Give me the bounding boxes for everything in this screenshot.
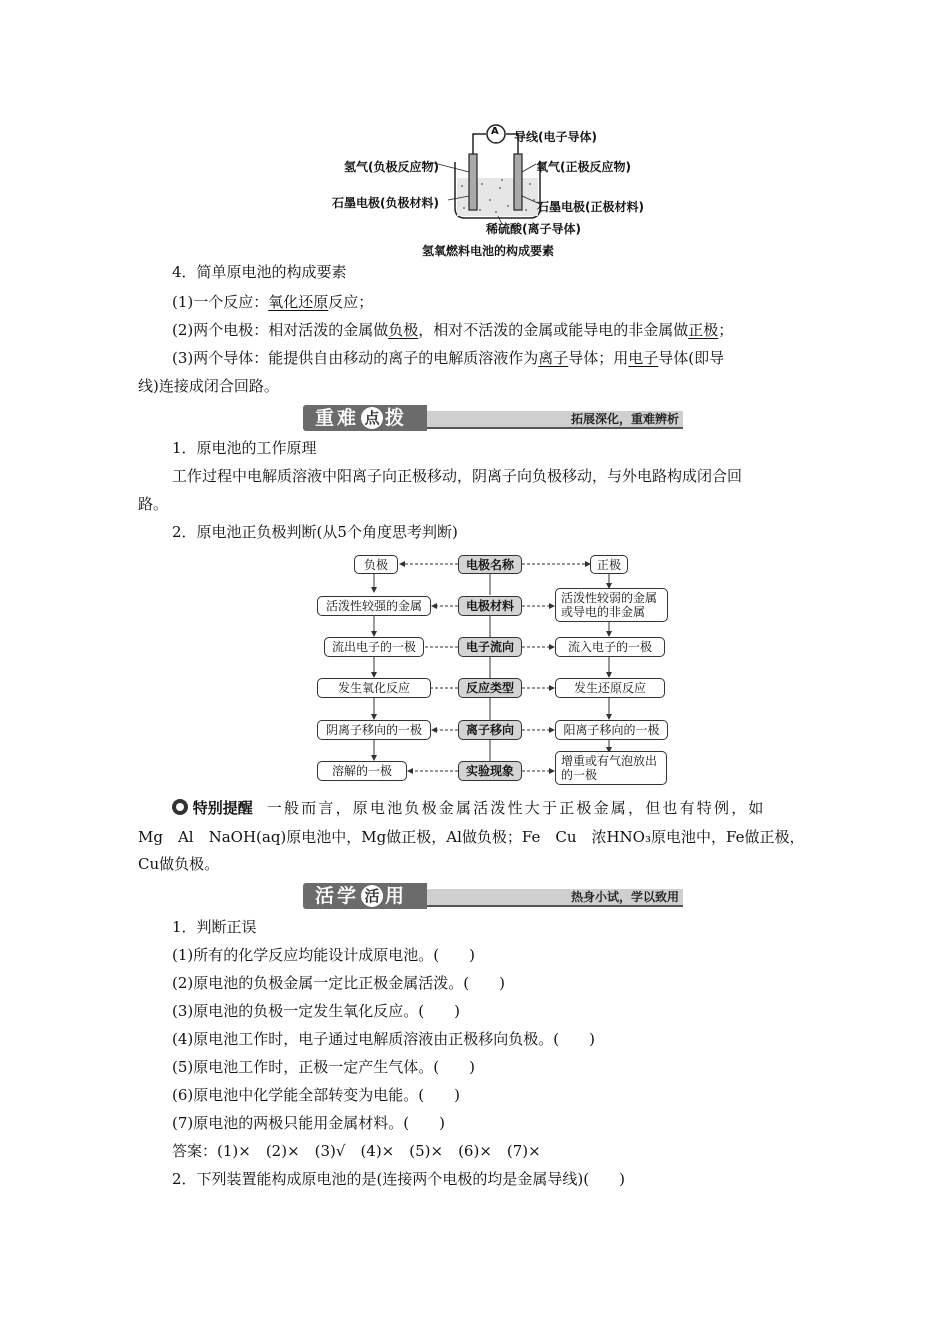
quiz-item-4: (4)原电池工作时，电子通过电解质溶液由正极移向负极。( ) (172, 1030, 595, 1048)
banner-circle-char: 活 (361, 885, 383, 907)
flow-right-1: 活泼性较弱的金属或导电的非金属 (555, 588, 668, 622)
banner-title (303, 883, 427, 909)
answer-blank: 负极 (388, 321, 419, 339)
text-run: ，相对不活泼的金属或能导电的非金属做 (418, 321, 689, 339)
flow-left-4: 阴离子移向的一极 (317, 720, 431, 740)
quiz-item-2: (2)原电池的负极金属一定比正极金属活泼。( ) (172, 974, 505, 992)
answer-blank: 正极 (688, 321, 719, 339)
flow-mid-1: 电极材料 (458, 596, 522, 616)
flow-mid-2: 电子流向 (458, 637, 522, 657)
section4-line4: 线)连接成闭合回路。 (138, 377, 279, 395)
banner-title (303, 405, 427, 431)
electrode-judgment-chart (310, 552, 670, 787)
text-run: 一般而言，原电池负极金属活泼性大于正极金属，但也有特例，如 (266, 799, 766, 817)
oxygen-label: 氧气(正极反应物) (536, 160, 631, 174)
flow-top-mid: 电极名称 (458, 555, 522, 574)
meter-label: A (491, 126, 499, 137)
flow-right-3: 发生还原反应 (555, 678, 665, 698)
banner-subtitle: 热身小试，学以致用 (570, 890, 679, 904)
section4-line3 (172, 348, 724, 368)
flow-mid-5: 实验现象 (458, 761, 522, 781)
fuel-cell-diagram (330, 120, 660, 260)
tip-line-1 (172, 798, 766, 818)
anode-material-label: 石墨电极(负极材料) (332, 196, 439, 210)
quiz-item-6: (6)原电池中化学能全部转变为电能。( ) (172, 1086, 460, 1104)
text-run: 反应； (328, 293, 374, 311)
banner-title-post: 拨 (385, 407, 408, 429)
text-run: 导体(即导 (658, 349, 725, 367)
flow-left-2: 流出电子的一极 (324, 637, 424, 657)
cathode-material-label: 石墨电极(正极材料) (537, 200, 644, 214)
answer-blank: 氧化还原 (268, 293, 329, 311)
tip-line-3: Cu做负极。 (138, 855, 220, 873)
banner-title-pre: 活学 (315, 885, 360, 907)
flow-top-right: 正极 (590, 555, 628, 574)
section-banner-practice (303, 883, 683, 909)
quiz-item-3: (3)原电池的负极一定发生氧化反应。( ) (172, 1002, 460, 1020)
flow-left-1: 活泼性较强的金属 (317, 596, 431, 616)
hydrogen-label: 氢气(负极反应物) (344, 160, 439, 174)
quiz-heading-1: 1．判断正误 (172, 918, 257, 936)
quiz-item-1: (1)所有的化学反应均能设计成原电池。( ) (172, 946, 475, 964)
flow-left-3: 发生氧化反应 (317, 678, 431, 698)
lightbulb-icon (172, 799, 188, 815)
text-run: (1)一个反应： (172, 293, 269, 311)
section-banner-key-points (303, 405, 683, 431)
quiz-item-5: (5)原电池工作时，正极一定产生气体。( ) (172, 1058, 475, 1076)
banner-subtitle: 拓展深化，重难辨析 (570, 412, 679, 426)
tip-label: 特别提醒 (192, 799, 253, 817)
answer-blank: 电子 (628, 349, 659, 367)
banner-title-post: 用 (385, 885, 408, 907)
section4-heading: 4．简单原电池的构成要素 (172, 263, 347, 281)
section4-line2 (172, 320, 733, 340)
tip-line-2: Mg Al NaOH(aq)原电池中，Mg做正极，Al做负极；Fe Cu 浓HNO₃原电池中，Fe做正极， (138, 828, 805, 846)
key-heading-1: 1．原电池的工作原理 (172, 439, 317, 457)
quiz-answer: 答案：(1)× (2)× (3)√ (4)× (5)× (6)× (7)× (172, 1142, 541, 1160)
section4-line1 (172, 292, 373, 312)
banner-circle-char: 点 (361, 407, 383, 429)
electrolyte-label: 稀硫酸(离子导体) (486, 222, 581, 236)
flow-mid-4: 离子移向 (458, 720, 522, 740)
quiz-item-7: (7)原电池的两极只能用金属材料。( ) (172, 1114, 445, 1132)
text-run: (2)两个电极：相对活泼的金属做 (172, 321, 389, 339)
text-run: 导体；用 (568, 349, 629, 367)
key-paragraph-1b: 路。 (138, 495, 169, 513)
flow-right-2: 流入电子的一极 (555, 637, 665, 657)
fuel-cell-illustration (330, 120, 660, 260)
flow-right-4: 阳离子移向的一极 (555, 720, 668, 740)
flow-right-5: 增重或有气泡放出的一极 (555, 751, 667, 785)
key-heading-2: 2．原电池正负极判断(从5个角度思考判断) (172, 523, 458, 541)
answer-blank: 离子 (538, 349, 569, 367)
quiz-heading-2: 2．下列装置能构成原电池的是(连接两个电极的均是金属导线)( ) (172, 1170, 625, 1188)
text-run: ； (718, 321, 734, 339)
flow-left-5: 溶解的一极 (317, 761, 407, 781)
diagram-caption: 氢氧燃料电池的构成要素 (422, 244, 555, 258)
flow-mid-3: 反应类型 (458, 678, 522, 698)
wire-label: 导线(电子导体) (514, 130, 597, 144)
banner-title-pre: 重难 (315, 407, 360, 429)
flow-top-left: 负极 (354, 555, 398, 574)
text-run: (3)两个导体：能提供自由移动的离子的电解质溶液作为 (172, 349, 539, 367)
key-paragraph-1a: 工作过程中电解质溶液中阳离子向正极移动，阴离子向负极移动，与外电路构成闭合回 (172, 467, 743, 485)
